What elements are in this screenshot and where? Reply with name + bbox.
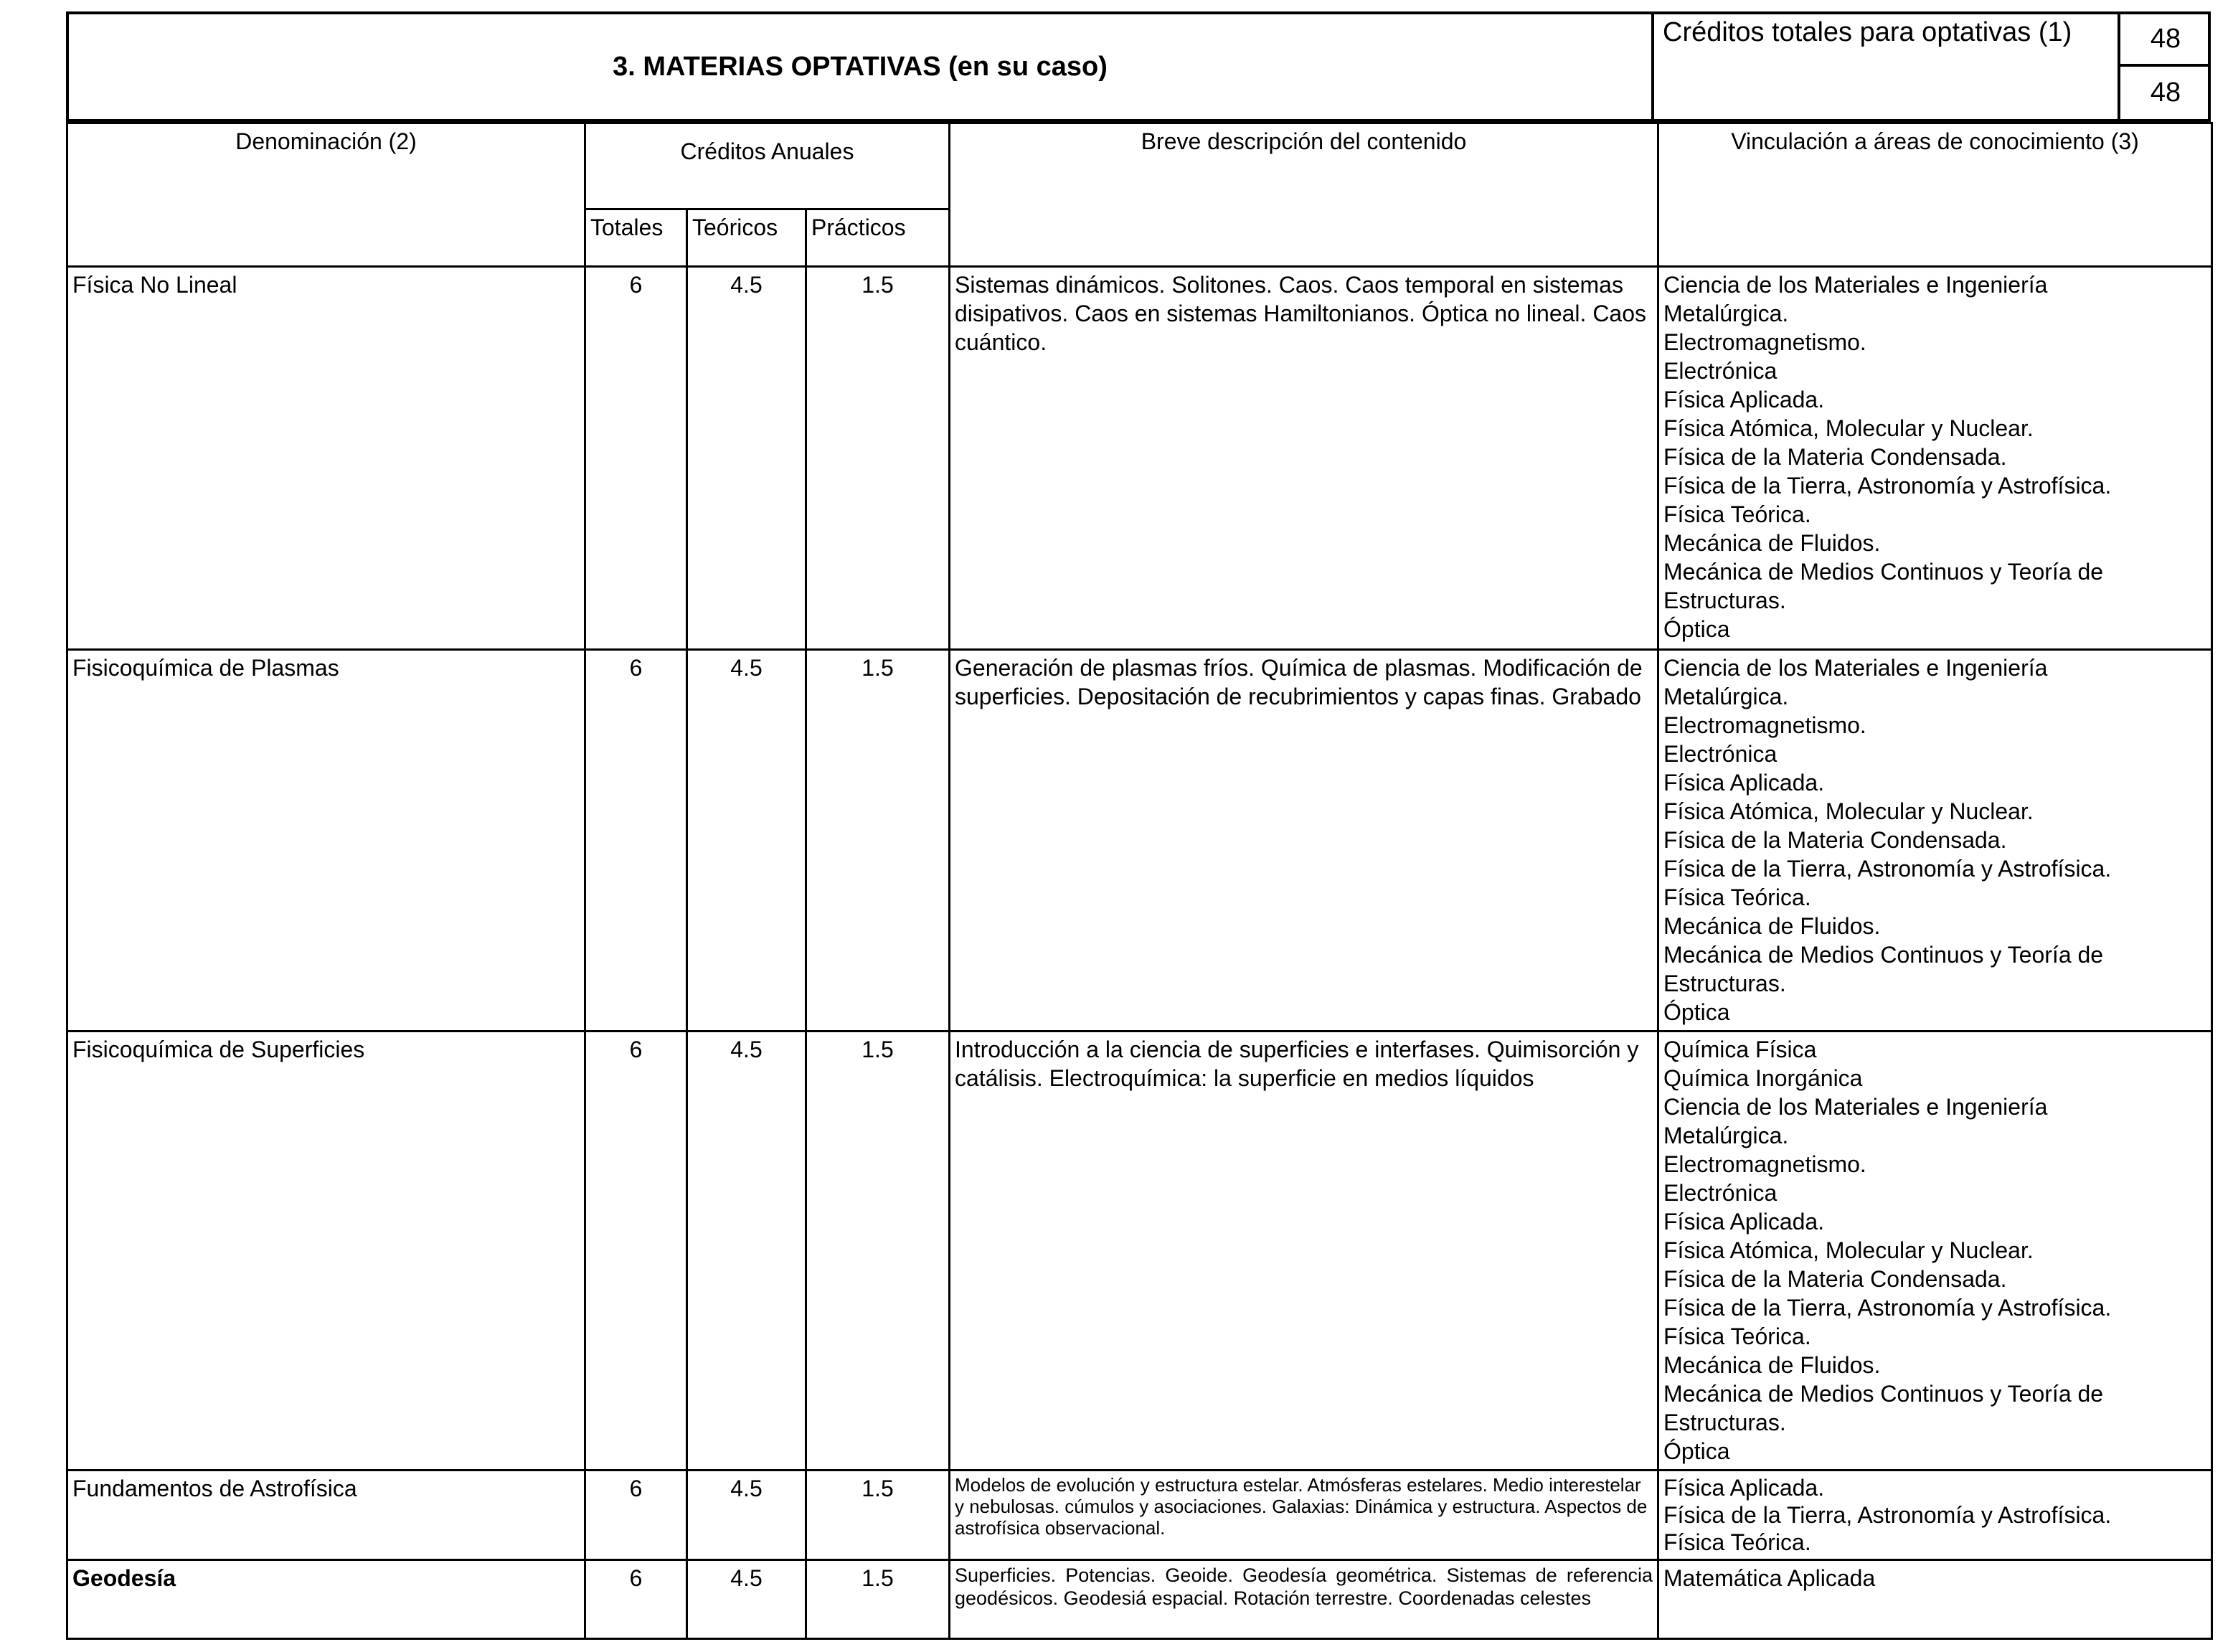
table-row xyxy=(67,1471,2212,1560)
area-item: Electrónica xyxy=(1663,1180,1778,1206)
credits-practice: 1.5 xyxy=(806,1032,950,1471)
subject-description: Superficies. Potencias. Geoide. Geodesía geométrica. Sistemas de referencia geodésicos. Geodesiá espacial. Rotación terrestre. Coordenadas celestes xyxy=(950,1560,1658,1639)
area-item: Física de la Tierra, Astronomía y Astrofísica. xyxy=(1663,1502,2112,1528)
subject-name: Fisicoquímica de Plasmas xyxy=(67,650,585,1032)
knowledge-areas xyxy=(1658,1560,2212,1639)
knowledge-areas xyxy=(1658,267,2212,650)
credits-practice: 1.5 xyxy=(806,650,950,1032)
column-header-practice: Prácticos xyxy=(806,209,950,267)
area-item: Mecánica de Fluidos. xyxy=(1663,530,1881,556)
subject-name: Geodesía xyxy=(67,1560,585,1639)
area-item: Física de la Materia Condensada. xyxy=(1663,1266,2007,1292)
credits-totals: 6 xyxy=(585,650,687,1032)
area-item: Matemática Aplicada xyxy=(1663,1565,1876,1591)
credits-theory: 4.5 xyxy=(687,1032,806,1471)
subject-description: Generación de plasmas fríos. Química de plasmas. Modificación de superficies. Depositación de recubrimientos y capas finas. Grabado xyxy=(950,650,1658,1032)
table-row xyxy=(67,650,2212,1032)
credits-theory: 4.5 xyxy=(687,1560,806,1639)
column-header-areas: Vinculación a áreas de conocimiento (3) xyxy=(1658,123,2212,267)
area-item: Física de la Materia Condensada. xyxy=(1663,444,2007,470)
credits-practice: 1.5 xyxy=(806,1471,950,1560)
area-item: Metalúrgica. xyxy=(1663,684,1789,709)
area-item: Óptica xyxy=(1663,616,1730,642)
credits-theory: 4.5 xyxy=(687,1471,806,1560)
area-item: Física Aplicada. xyxy=(1663,1209,1825,1235)
credits-theory: 4.5 xyxy=(687,267,806,650)
optional-subjects-table xyxy=(66,122,2213,1640)
column-header-theory: Teóricos xyxy=(687,209,806,267)
subject-name: Física No Lineal xyxy=(67,267,585,650)
area-item: Óptica xyxy=(1663,1438,1730,1464)
area-item: Mecánica de Medios Continuos y Teoría de xyxy=(1663,559,2104,585)
area-item: Ciencia de los Materiales e Ingeniería xyxy=(1663,1094,2048,1120)
table-row xyxy=(67,1560,2212,1639)
area-item: Óptica xyxy=(1663,999,1730,1025)
section-header xyxy=(66,11,2211,122)
column-header-credits: Créditos Anuales xyxy=(585,123,950,209)
area-item: Mecánica de Medios Continuos y Teoría de xyxy=(1663,942,2104,968)
credits-practice: 1.5 xyxy=(806,1560,950,1639)
credits-totals: 6 xyxy=(585,1032,687,1471)
credits-totals: 6 xyxy=(585,267,687,650)
area-item: Electrónica xyxy=(1663,741,1778,767)
area-item: Física Teórica. xyxy=(1663,501,1811,527)
area-item: Metalúrgica. xyxy=(1663,1123,1789,1148)
table-header-row xyxy=(67,123,2212,209)
area-item: Física de la Tierra, Astronomía y Astrofísica. xyxy=(1663,473,2112,499)
subject-name: Fisicoquímica de Superficies xyxy=(67,1032,585,1471)
area-item: Física Aplicada. xyxy=(1663,387,1825,412)
area-item: Metalúrgica. xyxy=(1663,301,1789,326)
column-header-totals: Totales xyxy=(585,209,687,267)
knowledge-areas xyxy=(1658,650,2212,1032)
area-item: Estructuras. xyxy=(1663,1410,1786,1435)
total-credits-value-secondary: 48 xyxy=(2118,67,2211,119)
knowledge-areas xyxy=(1658,1032,2212,1471)
area-item: Electrónica xyxy=(1663,358,1778,384)
credits-theory: 4.5 xyxy=(687,650,806,1032)
area-item: Química Física xyxy=(1663,1037,1817,1062)
subject-description: Sistemas dinámicos. Solitones. Caos. Caos temporal en sistemas disipativos. Caos en sistemas Hamiltonianos. Óptica no lineal. Caos cuántico. xyxy=(950,267,1658,650)
area-item: Electromagnetismo. xyxy=(1663,1151,1866,1177)
total-credits-label: Créditos totales para optativas (1) xyxy=(1663,17,2072,47)
subject-name: Fundamentos de Astrofísica xyxy=(67,1471,585,1560)
document-page xyxy=(66,11,2211,1640)
total-credits-value: 48 xyxy=(2118,14,2211,67)
area-item: Mecánica de Medios Continuos y Teoría de xyxy=(1663,1381,2104,1407)
credits-totals: 6 xyxy=(585,1560,687,1639)
column-header-name: Denominación (2) xyxy=(67,123,585,267)
area-item: Electromagnetismo. xyxy=(1663,712,1866,738)
area-item: Estructuras. xyxy=(1663,587,1786,613)
subject-description: Modelos de evolución y estructura estelar. Atmósferas estelares. Medio interestelar y nebulosas. cúmulos y asociaciones. Galaxias: Dinámica y estructura. Aspectos de astrofísica observacional. xyxy=(950,1471,1658,1560)
subject-description: Introducción a la ciencia de superficies e interfases. Quimisorción y catálisis. Electroquímica: la superficie en medios líquidos xyxy=(950,1032,1658,1471)
area-item: Física Aplicada. xyxy=(1663,1475,1825,1501)
credits-totals: 6 xyxy=(585,1471,687,1560)
area-item: Electromagnetismo. xyxy=(1663,329,1866,355)
area-item: Física Teórica. xyxy=(1663,1323,1811,1349)
area-item: Mecánica de Fluidos. xyxy=(1663,913,1881,939)
area-item: Ciencia de los Materiales e Ingeniería xyxy=(1663,655,2048,681)
table-row xyxy=(67,267,2212,650)
area-item: Física Teórica. xyxy=(1663,1529,1811,1555)
credits-practice: 1.5 xyxy=(806,267,950,650)
area-item: Física Aplicada. xyxy=(1663,770,1825,796)
column-header-description: Breve descripción del contenido xyxy=(950,123,1658,267)
area-item: Física Teórica. xyxy=(1663,884,1811,910)
knowledge-areas xyxy=(1658,1471,2212,1560)
area-item: Física Atómica, Molecular y Nuclear. xyxy=(1663,415,2034,441)
area-item: Física de la Materia Condensada. xyxy=(1663,827,2007,853)
table-row xyxy=(67,1032,2212,1471)
section-title: 3. MATERIAS OPTATIVAS (en su caso) xyxy=(69,14,1654,119)
area-item: Estructuras. xyxy=(1663,971,1786,996)
area-item: Física de la Tierra, Astronomía y Astrofísica. xyxy=(1663,856,2112,882)
area-item: Física de la Tierra, Astronomía y Astrofísica. xyxy=(1663,1295,2112,1321)
area-item: Física Atómica, Molecular y Nuclear. xyxy=(1663,798,2034,824)
area-item: Mecánica de Fluidos. xyxy=(1663,1352,1881,1378)
area-item: Química Inorgánica xyxy=(1663,1065,1863,1091)
area-item: Física Atómica, Molecular y Nuclear. xyxy=(1663,1237,2034,1263)
area-item: Ciencia de los Materiales e Ingeniería xyxy=(1663,272,2048,298)
